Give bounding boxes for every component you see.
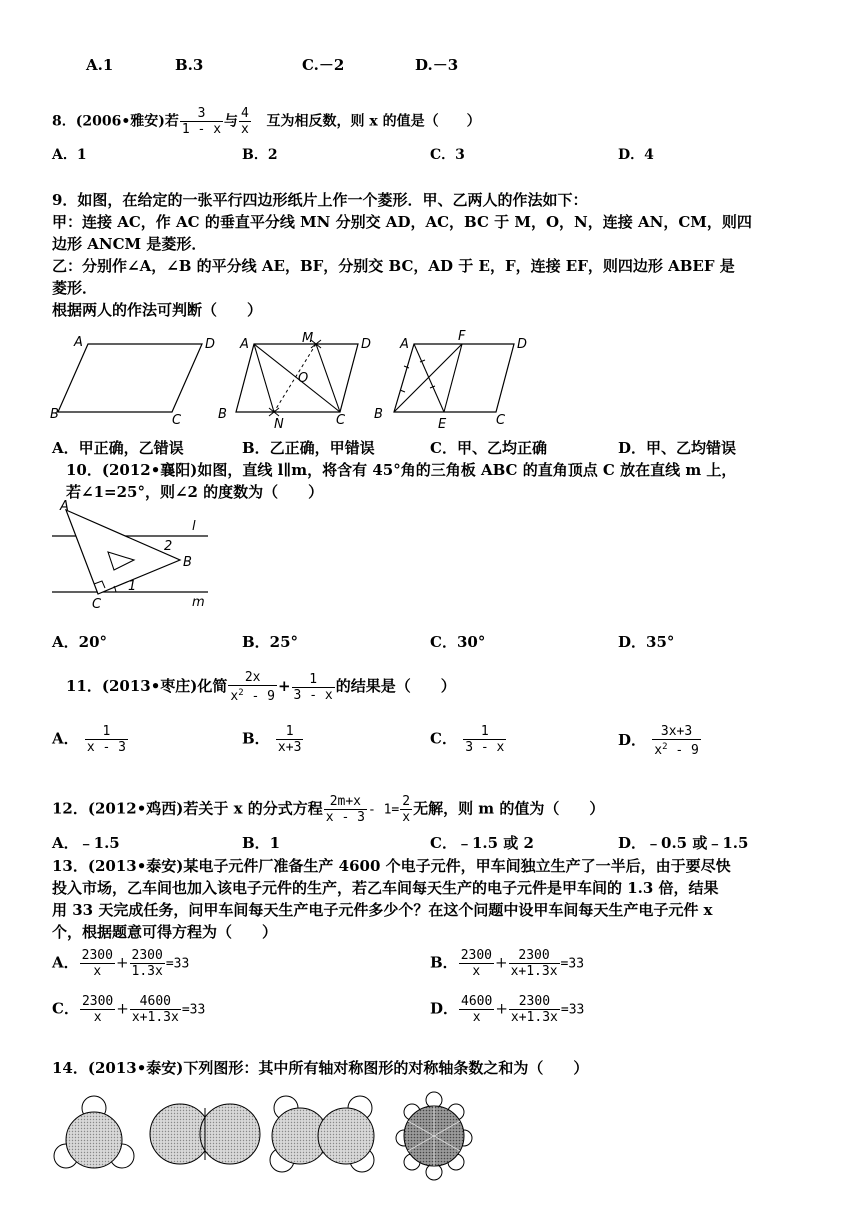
q9-line-6: 根据两人的作法可判断（ ） [52, 301, 263, 319]
q13-option-c-d2: x+1.3x [131, 1010, 179, 1025]
q13-option-a-d1: x [93, 964, 102, 979]
q9-option-b: B．乙正确，甲错误 [242, 439, 375, 457]
label-l: l [192, 519, 196, 534]
q12-suffix: 无解，则 m 的值为（ ） [413, 799, 605, 818]
q11-option-c-fraction [463, 724, 506, 755]
label-a: A [74, 335, 83, 350]
q13-option-d-label: D． [430, 999, 459, 1018]
q9-option-a: A．甲正确，乙错误 [52, 439, 184, 457]
q13-option-d [430, 994, 584, 1025]
q13-option-d-plus: + [495, 999, 508, 1018]
q13-option-d-n1: 4600 [461, 994, 493, 1009]
q13-option-b-eq: =33 [560, 956, 585, 972]
q13-option-b-label: B． [430, 953, 458, 972]
label-d: D [361, 337, 372, 352]
q11-option-d-den [652, 740, 701, 758]
q13-option-b [430, 948, 584, 979]
q13-option-b-d2: x+1.3x [510, 964, 558, 979]
q10-option-c: C．30° [430, 633, 486, 651]
q11-option-b-num: 1 [276, 724, 303, 740]
q11-stem [66, 670, 456, 704]
q12-prefix: 12．(2012•鸡西)若关于 x 的分式方程 [52, 799, 323, 818]
q11-option-d-den-rest: - 9 [667, 743, 699, 758]
label-f: F [458, 329, 466, 344]
q8-f2-num: 4 [241, 106, 249, 121]
q12-option-b: B．1 [242, 834, 281, 852]
q12-fraction-1 [324, 794, 367, 825]
q13-option-b-d1: x [472, 964, 481, 979]
q11-option-a-num: 1 [85, 724, 128, 740]
q11-fraction-1 [228, 670, 277, 704]
q13-option-b-n1: 2300 [460, 948, 492, 963]
q13-option-a-plus: + [115, 953, 129, 972]
q12-stem [52, 794, 604, 825]
q13-option-d-eq: =33 [560, 1002, 585, 1018]
q13-option-a-n1: 2300 [81, 948, 113, 963]
q11-f1-den-base: x [230, 689, 239, 704]
q7-option-a: A.1 [86, 56, 114, 74]
q9-line-5: 菱形． [52, 279, 98, 297]
q12-f2-num: 2 [402, 794, 411, 809]
q12-f2-den: x [402, 810, 411, 825]
q11-option-d-den-base: x [654, 743, 663, 758]
q13-option-c-label: C． [52, 999, 79, 1018]
label-c: C [92, 597, 102, 612]
label-a: A [240, 337, 249, 352]
segment-mn [274, 344, 316, 412]
q11-suffix: 的结果是（ ） [335, 677, 456, 695]
q12-option-a: A．﹣1.5 [52, 834, 120, 852]
q11-plus: + [277, 677, 291, 695]
label-c: C [172, 413, 182, 428]
label-n: N [274, 417, 284, 432]
label-o: O [298, 371, 309, 386]
q8-fraction-2 [239, 106, 251, 137]
label-b: B [183, 555, 192, 570]
triangle-abc [66, 510, 180, 594]
q8-suffix: 互为相反数，则 x 的值是（ ） [266, 113, 481, 130]
q9-option-c: C．甲、乙均正确 [430, 439, 547, 457]
q9-line-3: 边形 ANCM 是菱形． [52, 235, 207, 253]
label-m: m [192, 595, 205, 610]
q8-stem [52, 106, 481, 137]
q11-option-a-fraction [85, 724, 128, 755]
q11-option-b-label: B． [242, 729, 270, 748]
q9-option-d: D．甲、乙均错误 [618, 439, 737, 457]
q11-option-d-label: D． [618, 731, 647, 749]
q14-line-1: 14．(2013•泰安)下列图形：其中所有轴对称图形的对称轴条数之和为（ ） [52, 1059, 589, 1077]
q11-f2-den: 3 - x [293, 687, 333, 703]
q8-option-d: D．4 [618, 147, 654, 163]
q11-option-b-fraction [276, 724, 303, 755]
q13-option-b-frac-2 [509, 948, 560, 979]
q10-option-d: D．35° [618, 633, 675, 651]
q12-f1-den: x - 3 [325, 810, 365, 825]
q13-option-b-n2: 2300 [509, 948, 560, 964]
q13-option-b-frac-1 [459, 948, 494, 979]
q13-line-1: 13．(2013•泰安)某电子元件厂准备生产 4600 个电子元件，甲车间独立生产了一半后，由于要尽快 [52, 857, 731, 875]
q8-option-a: A．1 [52, 147, 87, 163]
q13-option-c-plus: + [116, 999, 129, 1018]
q11-option-d-den-exp: 2 [662, 742, 668, 752]
label-e: E [438, 417, 447, 432]
q13-line-2: 投入市场，乙车间也加入该电子元件的生产，若乙车间每天生产的电子元件是甲车间的 1.3 倍，结果 [52, 879, 719, 897]
q11-option-c-num: 1 [463, 724, 506, 740]
q11-option-c-den: 3 - x [465, 740, 505, 755]
q13-option-a-frac-2 [130, 948, 165, 979]
segment-ae [414, 344, 444, 412]
q13-option-a-d2: 1.3x [131, 964, 163, 979]
figure-4 [396, 1092, 472, 1180]
parallelogram [394, 344, 514, 412]
q11-option-b [242, 724, 304, 755]
q11-f1-den [228, 686, 277, 704]
q13-option-c-n1: 2300 [81, 994, 114, 1009]
large-circle [66, 1112, 122, 1168]
q8-f1-num: 3 [180, 106, 223, 122]
q13-option-d-d2: x+1.3x [510, 1010, 558, 1025]
q8-option-c: C．3 [430, 147, 465, 163]
q11-option-c-label: C． [430, 729, 457, 748]
q7-option-d: D.－3 [415, 56, 459, 74]
q14-figures [50, 1088, 480, 1184]
q13-option-c-n2: 4600 [130, 994, 181, 1010]
q13-option-b-plus: + [495, 953, 508, 972]
q10-line-2: 若∠1=25°，则∠2 的度数为（ ） [66, 483, 324, 501]
q9-line-1: 9．如图，在给定的一张平行四边形纸片上作一个菱形．甲、乙两人的作法如下： [52, 191, 588, 209]
q11-prefix: 11．(2013•枣庄)化简 [66, 677, 228, 695]
q10-option-b: B．25° [242, 633, 299, 651]
label-a: A [60, 499, 69, 514]
q11-f2-num: 1 [292, 672, 335, 688]
parallelogram [58, 344, 202, 412]
figure-2 [150, 1104, 260, 1164]
q8-prefix: 8．(2006•雅安)若 [52, 113, 179, 130]
q9-figure-method-jia [212, 330, 382, 430]
label-angle-2: 2 [164, 539, 173, 554]
q11-option-d [618, 724, 702, 758]
q13-line-3: 用 33 天完成任务，问甲车间每天生产电子元件多少个？在这个问题中设甲车间每天生产电子元件 x [52, 901, 713, 919]
label-b: B [374, 407, 383, 422]
q9-figure-method-yi [372, 330, 542, 430]
label-d: D [205, 337, 216, 352]
q13-option-c-frac-2 [130, 994, 181, 1025]
q9-line-4: 乙：分别作∠A，∠B 的平分线 AE，BF，分别交 BC，AD 于 E，F，连接 EF，则四边形 ABEF 是 [52, 257, 735, 275]
q11-option-b-den: x+3 [277, 740, 302, 755]
q13-option-a-frac-1 [80, 948, 115, 979]
q13-option-a [52, 948, 189, 979]
q10-option-a: A．20° [52, 633, 108, 651]
q8-f2-den: x [241, 122, 249, 137]
q11-f1-den-rest: - 9 [243, 689, 275, 704]
q13-option-d-d1: x [472, 1010, 481, 1025]
q8-f1-den: 1 - x [181, 122, 222, 137]
q11-option-a-den: x - 3 [86, 740, 127, 755]
label-c: C [496, 413, 506, 428]
q7-option-b: B.3 [175, 56, 204, 74]
q11-f1-den-exp: 2 [238, 688, 244, 698]
q13-option-c-eq: =33 [181, 1002, 206, 1018]
q12-f1-num: 2m+x [324, 794, 367, 810]
q11-option-a [52, 724, 129, 755]
q11-option-d-num: 3x+3 [652, 724, 701, 740]
right-circle [318, 1108, 374, 1164]
q8-option-b: B．2 [242, 147, 278, 163]
figure-1 [54, 1096, 134, 1168]
q7-option-c: C.－2 [302, 56, 345, 74]
segment-cm [316, 344, 340, 412]
q10-line-1: 10．(2012•襄阳)如图，直线 l∥m，将含有 45°角的三角板 ABC 的直角顶点 C 放在直线 m 上， [66, 461, 737, 479]
q12-mid: - 1= [367, 802, 400, 818]
segment-ef [444, 344, 462, 412]
q11-f1-num: 2x [228, 670, 277, 686]
q8-mid: 与 [224, 113, 239, 130]
q11-option-d-fraction [652, 724, 701, 758]
label-b: B [50, 407, 59, 422]
q13-option-d-frac-1 [459, 994, 494, 1025]
q11-option-a-label: A． [52, 729, 79, 748]
diagonal-ac [254, 344, 340, 412]
q13-option-a-n2: 2300 [131, 948, 163, 963]
label-angle-1: 1 [128, 579, 137, 594]
q12-option-c: C．﹣1.5 或 2 [430, 834, 534, 852]
q9-line-2: 甲：连接 AC，作 AC 的垂直平分线 MN 分别交 AD，AC，BC 于 M，O，N，连接 AN，CM，则四 [52, 213, 752, 231]
q10-figure-triangle [50, 500, 220, 612]
q13-line-4: 个，根据题意可得方程为（ ） [52, 923, 278, 941]
q9-figure-parallelogram [50, 330, 220, 430]
q12-option-d: D．﹣0.5 或﹣1.5 [618, 834, 749, 852]
right-circle [200, 1104, 260, 1164]
q11-fraction-2 [292, 672, 335, 703]
label-m: M [302, 331, 314, 346]
q13-option-d-n2: 2300 [509, 994, 560, 1010]
q12-fraction-2 [400, 794, 412, 825]
label-a: A [400, 337, 409, 352]
label-b: B [218, 407, 227, 422]
q11-option-c [430, 724, 507, 755]
label-d: D [517, 337, 528, 352]
q13-option-a-eq: =33 [165, 956, 190, 972]
label-c: C [336, 413, 346, 428]
q13-option-a-label: A． [52, 953, 79, 972]
segment-an [254, 344, 274, 412]
q13-option-c-d1: x [93, 1010, 102, 1025]
q13-option-d-frac-2 [509, 994, 560, 1025]
q13-option-c-frac-1 [80, 994, 115, 1025]
q8-fraction-1 [180, 106, 223, 137]
figure-3 [270, 1096, 374, 1172]
q13-option-c [52, 994, 205, 1025]
